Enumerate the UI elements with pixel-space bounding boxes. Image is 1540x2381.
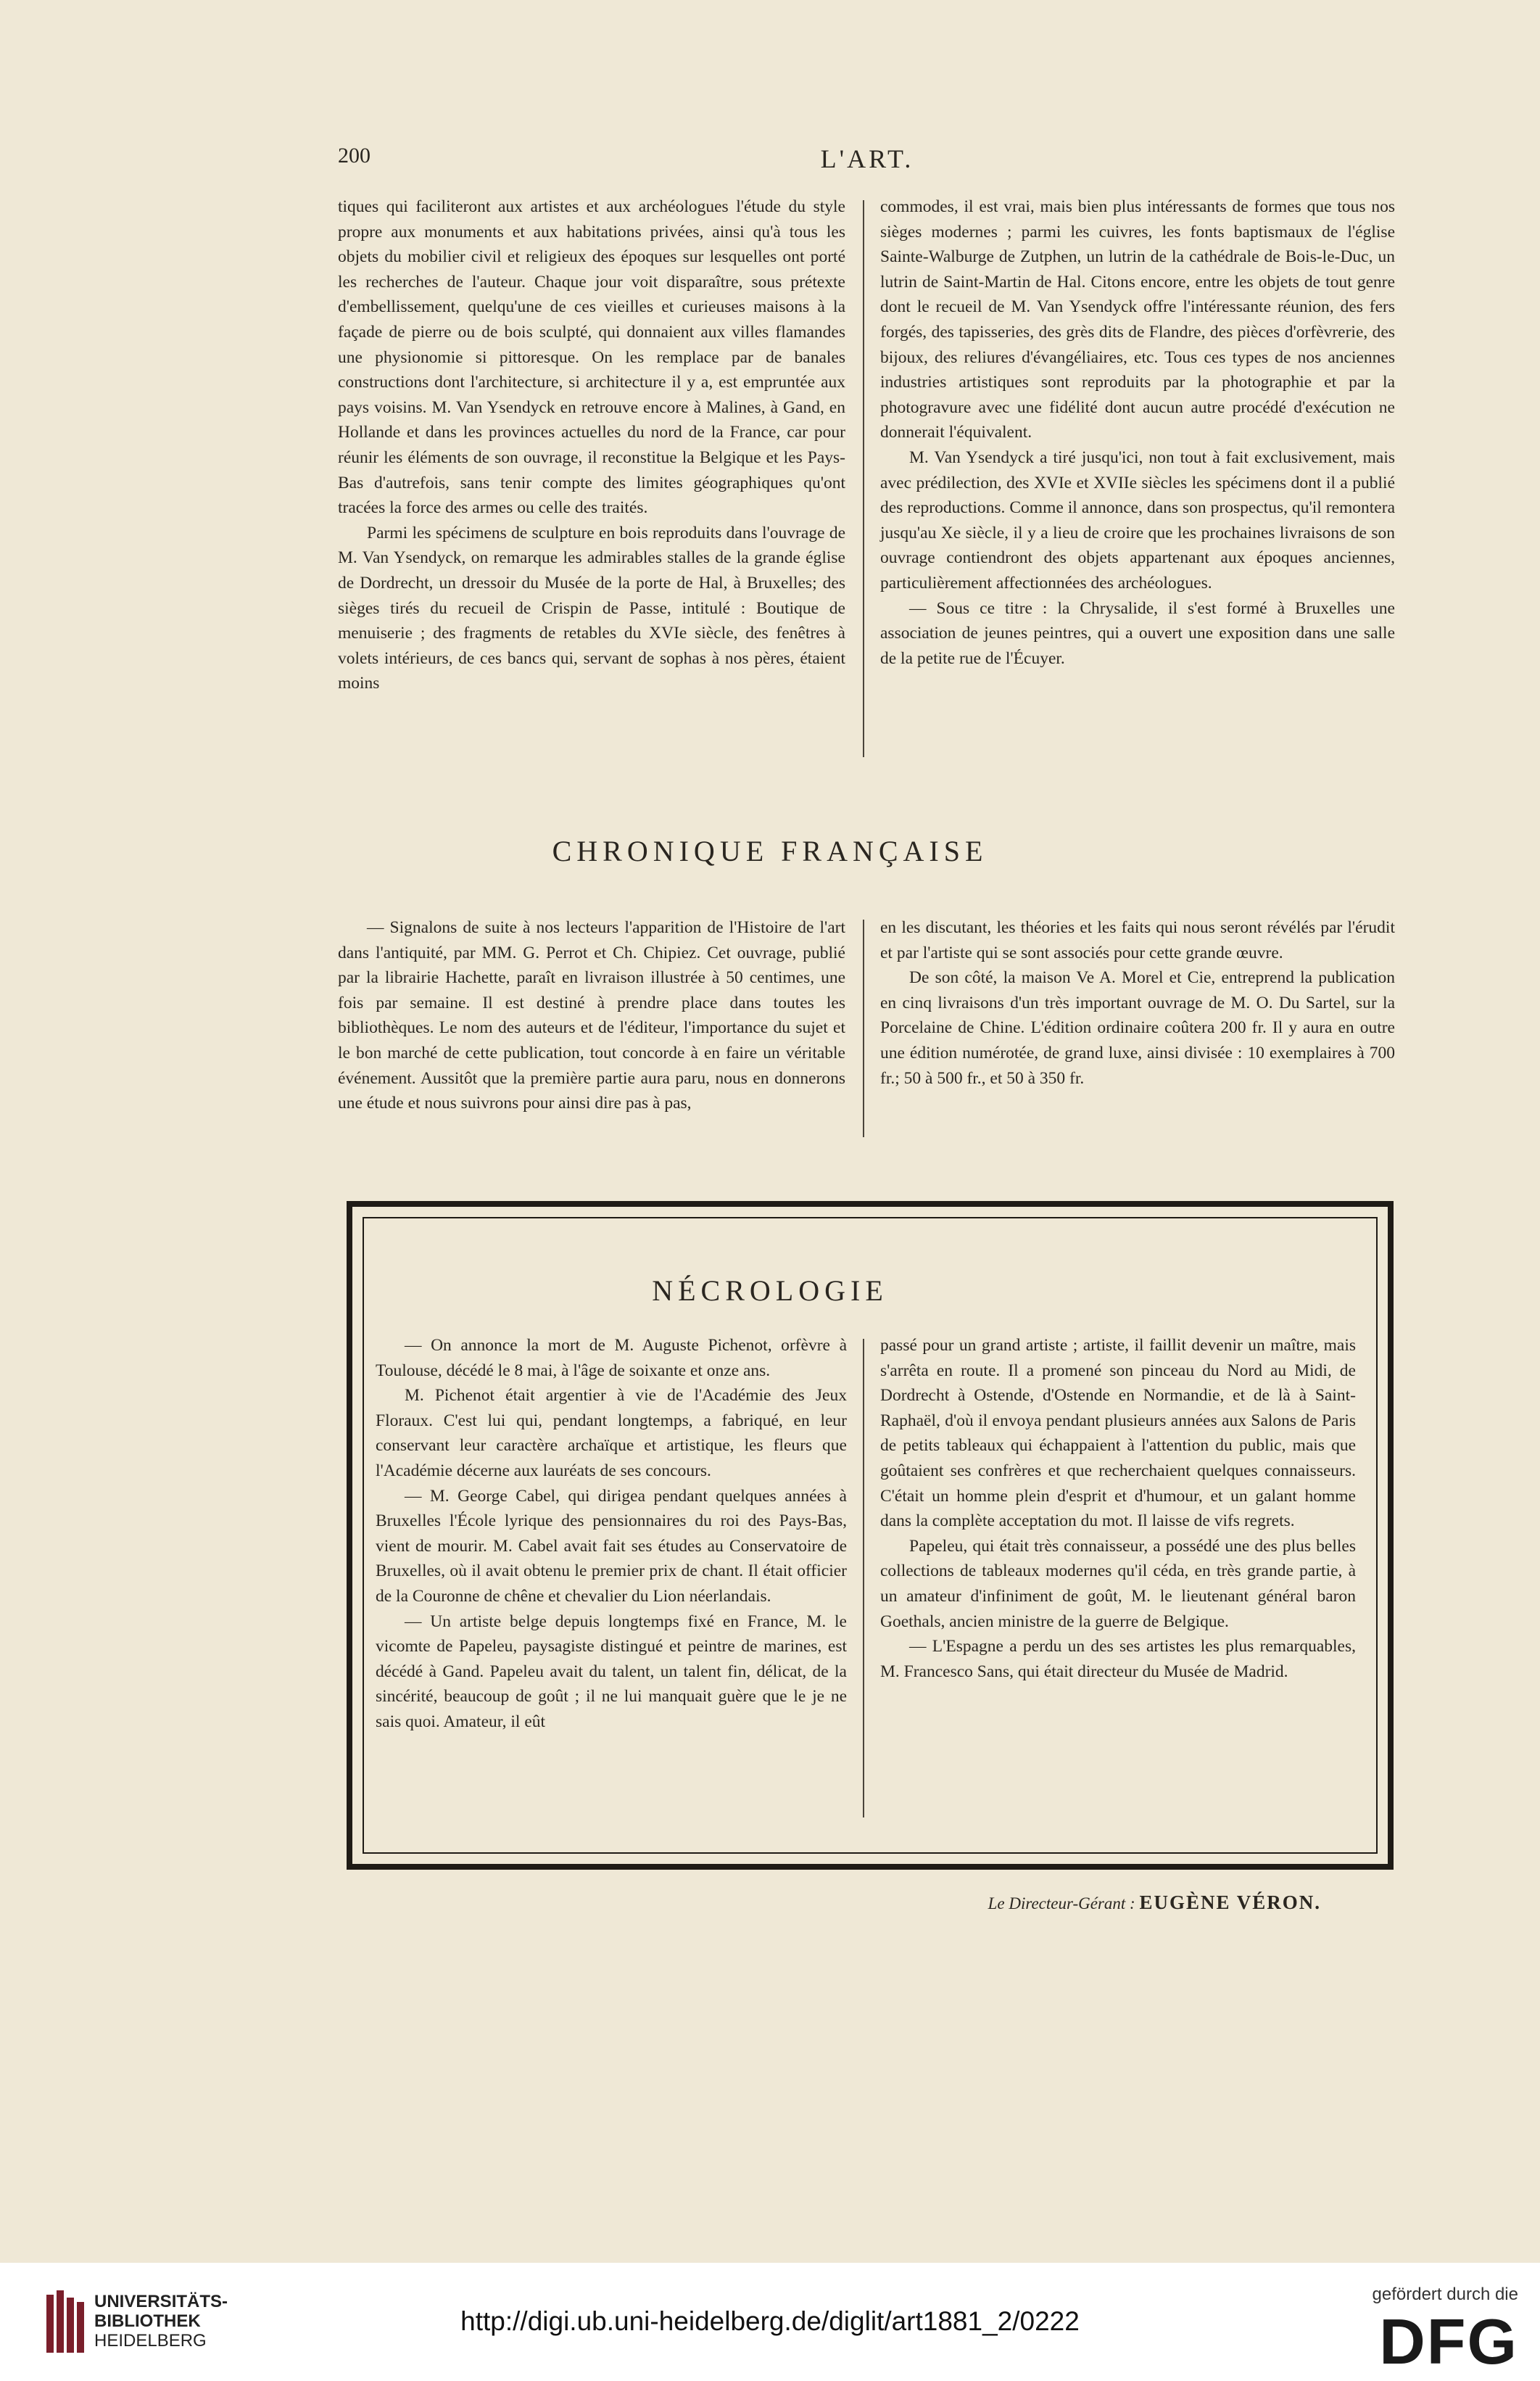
paragraph: — Signalons de suite à nos lecteurs l'apparition de l'Histoire de l'art dans l'antiquité, par MM. G. Perrot et Ch. Chipiez. Cet ouvrage, publié par la librairie Hachette, paraît en livraison illustrée à 50 centimes, une fois par semaine. Il est destiné à prendre place dans toutes les bibliothèques. Le nom des auteurs et de l'éditeur, l'importance du sujet et le bon marché de cette publication, tout concorde à en faire un véritable événement. Aussitôt que la première partie aura paru, nous en donnerons une étude et nous suivrons pour ainsi dire pas à pas,: [338, 918, 845, 1113]
column-rule: [863, 200, 864, 757]
paragraph: M. Pichenot était argentier à vie de l'Académie des Jeux Floraux. C'est lui qui, pendant longtemps, a fabriqué, en leur conservant leur caractère archaïque et artistique, les fleurs que l'Académie décerne aux lauréats de ses concours.: [376, 1386, 847, 1480]
necrologie-left-column: [376, 1333, 847, 1735]
paragraph: — L'Espagne a perdu un des ses artistes les plus remarquables, M. Francesco Sans, qui était directeur du Musée de Madrid.: [880, 1637, 1356, 1681]
chronique-right-column: [880, 915, 1395, 1091]
paragraph: — M. George Cabel, qui dirigea pendant quelques années à Bruxelles l'École lyrique des pensionnaires du roi des Pays-Bas, vient de mourir. M. Cabel avait fait ses études au Conservatoire de Bruxelles, où il avait obtenu le premier prix de chant. Il était officier de la Couronne de chêne et chevalier du Lion néerlandais.: [376, 1486, 847, 1606]
paragraph: tiques qui faciliteront aux artistes et aux archéologues l'étude du style propre aux monuments et aux habitations privées, ainsi qu'à tous les objets du mobilier civil et religieux des époques sur lesquelles ont porté les recherches de l'auteur. Chaque jour voit disparaître, sous prétexte d'embellissement, quelqu'une de ces vieilles et curieuses maisons à la façade de pierre ou de bois sculpté, qui donnaient aux villes flamandes une physionomie si pittoresque. On les remplace par de banales constructions dont l'architecture, si architecture il y a, est empruntée aux pays voisins. M. Van Ysendyck en retrouve encore à Malines, à Gand, en Hollande et dans les provinces actuelles du nord de la France, car pour réunir les éléments de son ouvrage, il reconstitue la Belgique et les Pays-Bas d'autrefois, sans tenir compte des limites géographiques qu'ont tracées la force des armes ou celle des traités.: [338, 197, 845, 518]
library-name-line: UNIVERSITÄTS-: [94, 2292, 228, 2311]
paragraph: — On annonce la mort de M. Auguste Pichenot, orfèvre à Toulouse, décédé le 8 mai, à l'âge de soixante et onze ans.: [376, 1336, 847, 1380]
dfg-logo: DFG: [1379, 2306, 1518, 2377]
paragraph: Papeleu, qui était très connaisseur, a possédé une des plus belles collections de tableaux modernes qu'il céda, en très grande partie, à un amateur d'infiniment de goût, M. le lieutenant général baron Goethals, ancien ministre de la guerre de Belgique.: [880, 1536, 1356, 1631]
page-number: 200: [338, 144, 370, 168]
permalink-url[interactable]: http://digi.ub.uni-heidelberg.de/diglit/art1881_2/0222: [460, 2306, 1080, 2336]
running-head: [338, 144, 1396, 173]
funder-block: [1372, 2285, 1518, 2377]
chronique-left-column: [338, 915, 845, 1116]
paragraph: — Un artiste belge depuis longtemps fixé en France, M. le vicomte de Papeleu, paysagiste distingué et peintre de marines, est décédé à Gand. Papeleu avait du talent, un talent fin, délicat, de la sincérité, beaucoup de goût ; il ne lui manquait guère que le je ne sais quoi. Amateur, il eût: [376, 1612, 847, 1731]
paragraph: M. Van Ysendyck a tiré jusqu'ici, non tout à fait exclusivement, mais avec prédilection, des XVIe et XVIIe siècles les spécimens dont il a publié des reproductions. Comme il annonce, dans son prospectus, qu'il remontera jusqu'au Xe siècle, il y a lieu de croire que les prochaines livraisons de son ouvrage contiendront des objets appartenant aux époques anciennes, particulièrement affectionnées des archéologues.: [880, 447, 1395, 593]
paragraph: passé pour un grand artiste ; artiste, il faillit devenir un maître, mais s'arrêta en route. Il a promené son pinceau du Nord au Midi, de Dordrecht à Ostende, d'Ostende en Normandie, et de là à Saint-Raphaël, d'où il envoya pendant plusieurs années aux Salons de Paris de petits tableaux qui échappaient à l'attention du public, mais que goûtaient ses confrères et que recherchaient quelques connaisseurs. C'était un homme plein d'esprit et d'humour, et un galant homme dans la complète acceptation du mot. Il laisse de vifs regrets.: [880, 1336, 1356, 1531]
necrologie-right-column: [880, 1333, 1356, 1684]
paragraph: De son côté, la maison Ve A. Morel et Cie, entreprend la publication en cinq livraisons d'un très important ouvrage de M. O. Du Sartel, sur la Porcelaine de Chine. L'édition ordinaire coûtera 200 fr. Il y aura en outre une édition numérotée, de grand luxe, ainsi divisée : 10 exemplaires à 700 fr.; 50 à 500 fr., et 50 à 350 fr.: [880, 968, 1395, 1088]
chronique-title: CHRONIQUE FRANÇAISE: [552, 835, 988, 867]
article-left-column: [338, 194, 845, 696]
column-rule: [863, 1339, 864, 1817]
journal-title: L'ART.: [820, 144, 914, 173]
digitization-footer: [0, 2263, 1540, 2381]
library-name-line: BIBLIOTHEK: [94, 2311, 201, 2331]
signature-label: Le Directeur-Gérant :: [988, 1894, 1135, 1912]
paragraph: en les discutant, les théories et les faits qui nous seront révélés par l'érudit et par l'artiste qui se sont associés pour cette grande œuvre.: [880, 918, 1395, 962]
signature-name: EUGÈNE VÉRON.: [1139, 1891, 1321, 1913]
paragraph: Parmi les spécimens de sculpture en bois reproduits dans l'ouvrage de M. Van Ysendyck, on remarque les admirables stalles de la grande église de Dordrecht, un dressoir du Musée de la porte de Hal, à Bruxelles; des sièges tirés du recueil de Crispin de Passe, intitulé : Boutique de menuiserie ; des fragments de retables du XVIe siècle, des fenêtres à volets intérieurs, de ces bancs qui, servant de sophas à nos pères, étaient moins: [338, 523, 845, 693]
paragraph: — Sous ce titre : la Chrysalide, il s'est formé à Bruxelles une association de jeunes peintres, qui a ouvert une exposition dans une salle de la petite rue de l'Écuyer.: [880, 598, 1395, 668]
funded-by-text: gefördert durch die: [1372, 2285, 1518, 2304]
signature: [798, 1891, 1321, 1914]
paragraph: commodes, il est vrai, mais bien plus intéressants de formes que tous nos sièges modernes ; parmi les cuivres, les fonts baptismaux de l'église Sainte-Walburge de Zutphen, un lutrin de la cathédrale de Bois-le-Duc, un lutrin de Saint-Martin de Hal. Citons encore, entre les objets de tout genre dont le recueil de M. Van Ysendyck offre l'intéressante réunion, des fers forgés, des tapisseries, des grès dits de Flandre, des pièces d'orfèvrerie, des bijoux, des reliures d'évangéliaires, etc. Tous ces types de nos anciennes industries artistiques sont reproduits par la photographie et par la photogravure avec une fidélité dont aucun autre procédé d'exécution ne donnerait l'équivalent.: [880, 197, 1395, 442]
article-right-column: [880, 194, 1395, 671]
necrologie-title: NÉCROLOGIE: [652, 1274, 888, 1307]
library-name-line: HEIDELBERG: [94, 2331, 207, 2351]
column-rule: [863, 920, 864, 1137]
